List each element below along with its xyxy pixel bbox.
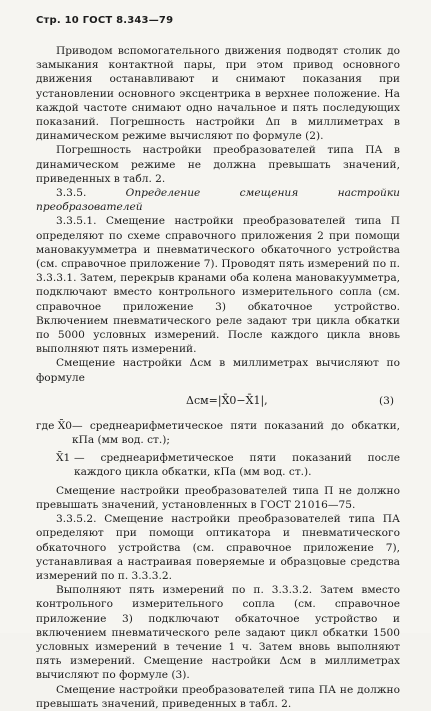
- definition-symbol: X̄1: [56, 452, 71, 465]
- formula-number: (3): [378, 394, 394, 407]
- section-number: 3.3.5.: [56, 187, 87, 200]
- paragraph: Смещение настройки преобразователей типа ПА не должно превышать значений, приведенных в табл. 2.: [36, 683, 400, 710]
- definitions: [36, 419, 400, 480]
- formula-block: [36, 385, 400, 419]
- definition-text: — среднеарифметическое пяти показаний до обкатки, кПа (мм вод. ст.);: [72, 419, 400, 447]
- definition-symbol: где X̄0: [36, 419, 73, 432]
- section-title: Определение смещения настройки преобразователей: [36, 187, 400, 214]
- formula: Δсм=|X̄0−X̄1|,: [186, 393, 268, 407]
- paragraph: Приводом вспомогательного движения подводят столик до замыкания контактной пары, при этом привод основного движения останавливают и снимают показания при установлении основного эксцентрика в верхнее положение. На каждой частоте снимают одно начальное и пять последующих показаний. Погрешность настройки Δп в миллиметрах в динамическом режиме вычисляют по формуле (2).: [36, 45, 400, 143]
- paragraph: 3.3.5.2. Смещение настройки преобразователей типа ПА определяют при помощи оптикатора и пневматического обкаточного устройства (см. справочное приложение 7), устанавливая а настраивая поверяемые и образцовые средства измерений по п. 3.3.3.2.: [36, 513, 400, 582]
- definition-text: — среднеарифметическое пяти показаний после каждого цикла обкатки, кПа (мм вод. ст.).: [74, 452, 400, 479]
- definition-row: [36, 451, 400, 479]
- paragraph: Смещение настройки Δсм в миллиметрах вычисляют по формуле: [36, 357, 400, 384]
- definition-row: [36, 419, 400, 447]
- document-body: [36, 44, 400, 711]
- paragraph: 3.3.5.1. Смещение настройки преобразователей типа П определяют по схеме справочного приложения 2 при помощи мановакуумметра и пневматического обкаточного устройства (см. справочное приложение 7). Проводят пять измерений по п. 3.3.3.1. Затем, перекрыв кранами оба колена мановакуумметра, подключают вместо контрольного измерительного сопла (см. справочное приложение 3) обкаточное устройство. Включением пневматического реле задают три цикла обкатки по 5000 условных измерений. После каждого цикла вновь выполняют пять измерений.: [36, 215, 400, 356]
- paragraph: Выполняют пять измерений по п. 3.3.3.2. Затем вместо контрольного измерительного сопла (см. справочное приложение 3) подключают обкаточное устройство и включением пневматического реле задают цикл обкатки 1500 условных измерений в течение 1 ч. Затем вновь выполняют пять измерений. Смещение настройки Δсм в миллиметрах вычисляют по формуле (3).: [36, 584, 400, 682]
- page-header: Стр. 10 ГОСТ 8.343—79: [36, 15, 174, 26]
- paragraph: Погрешность настройки преобразователей типа ПА в динамическом режиме не должна превышать значений, приведенных в табл. 2.: [36, 144, 400, 185]
- paragraph: Смещение настройки преобразователей типа П не должно превышать значений, установленных в ГОСТ 21016—75.: [36, 484, 400, 511]
- section-heading: [36, 186, 400, 214]
